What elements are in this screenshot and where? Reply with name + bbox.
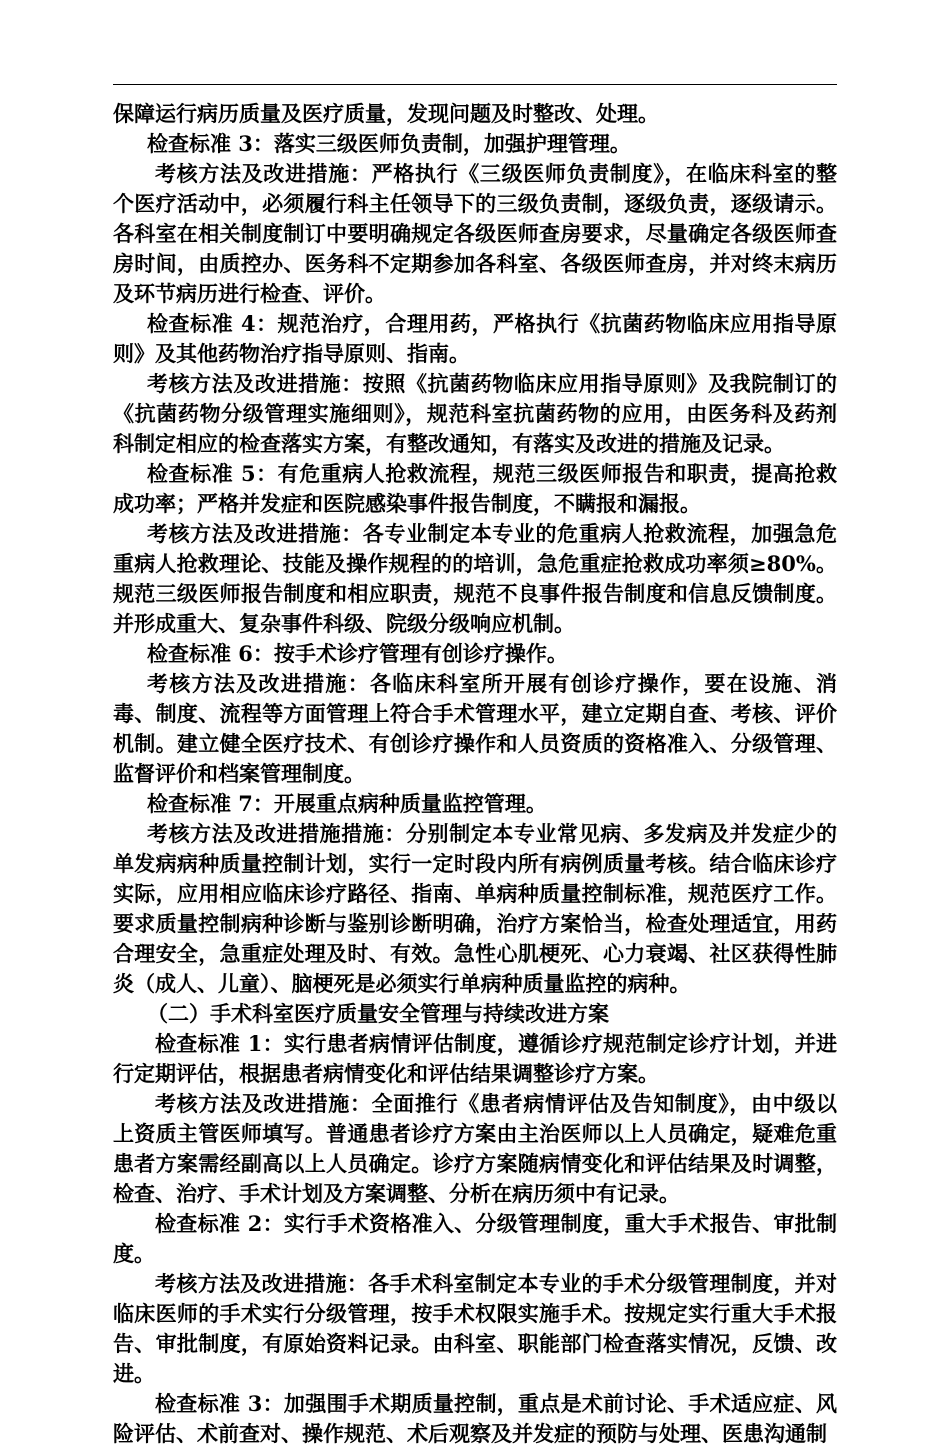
paragraph: 检查标准 4：规范治疗，合理用药，严格执行《抗菌药物临床应用指导原则》及其他药物治疗指导原则、指南。 [113,311,837,366]
paragraph: 考核方法及改进措施：各手术科室制定本专业的手术分级管理制度，并对临床医师的手术实行分级管理，按手术权限实施手术。按规定实行重大手术报告、审批制度，有原始资料记录。由科室、职能部门检查落实情况，反馈、改进。 [113,1271,837,1386]
paragraph: 考核方法及改进措施：各临床科室所开展有创诊疗操作，要在设施、消毒、制度、流程等方面管理上符合手术管理水平，建立定期自查、考核、评价机制。建立健全医疗技术、有创诊疗操作和人员资质的资格准入、分级管理、监督评价和档案管理制度。 [113,671,837,786]
paragraph: 考核方法及改进措施措施：分别制定本专业常见病、多发病及并发症少的单发病病种质量控制计划，实行一定时段内所有病例质量考核。结合临床诊疗实际，应用相应临床诊疗路径、指南、单病种质量控制标准，规范医疗工作。要求质量控制病种诊断与鉴别诊断明确，治疗方案恰当，检查处理适宜，用药合理安全，急重症处理及时、有效。急性心肌梗死、心力衰竭、社区获得性肺炎（成人、儿童）、脑梗死是必须实行单病种质量监控的病种。 [113,821,837,996]
paragraph: 考核方法及改进措施：按照《抗菌药物临床应用指导原则》及我院制订的《抗菌药物分级管理实施细则》，规范科室抗菌药物的应用，由医务科及药剂科制定相应的检查落实方案，有整改通知，有落实及改进的措施及记录。 [113,371,837,456]
paragraph: 检查标准 2：实行手术资格准入、分级管理制度，重大手术报告、审批制度。 [113,1211,837,1266]
paragraph: 考核方法及改进措施：全面推行《患者病情评估及告知制度》，由中级以上资质主管医师填写。普通患者诊疗方案由主治医师以上人员确定，疑难危重患者方案需经副高以上人员确定。诊疗方案随病情变化和评估结果及时调整，检查、治疗、手术计划及方案调整、分析在病历须中有记录。 [113,1091,837,1206]
paragraph: 考核方法及改进措施：各专业制定本专业的危重病人抢救流程，加强急危重病人抢救理论、技能及操作规程的的培训，急危重症抢救成功率须≥80%。规范三级医师报告制度和相应职责，规范不良事件报告制度和信息反馈制度。并形成重大、复杂事件科级、院级分级响应机制。 [113,521,837,636]
paragraph: 检查标准 7：开展重点病种质量监控管理。 [147,791,547,816]
paragraph: 保障运行病历质量及医疗质量，发现问题及时整改、处理。 [113,101,659,126]
paragraph: 检查标准 5：有危重病人抢救流程，规范三级医师报告和职责，提高抢救成功率；严格并发症和医院感染事件报告制度，不瞒报和漏报。 [113,461,837,516]
paragraph: 检查标准 3：加强围手术期质量控制，重点是术前讨论、手术适应症、风险评估、术前查对、操作规范、术后观察及并发症的预防与处理、医患沟通制 [113,1391,837,1446]
header-rule [113,84,837,85]
section-heading: （二）手术科室医疗质量安全管理与持续改进方案 [147,1001,609,1026]
paragraph: 检查标准 1：实行患者病情评估制度，遵循诊疗规范制定诊疗计划，并进行定期评估，根据患者病情变化和评估结果调整诊疗方案。 [113,1031,837,1086]
paragraph: 检查标准 6：按手术诊疗管理有创诊疗操作。 [147,641,568,666]
paragraph: 检查标准 3：落实三级医师负责制，加强护理管理。 [147,131,631,156]
paragraph: 考核方法及改进措施：严格执行《三级医师负责制度》，在临床科室的整个医疗活动中，必须履行科主任领导下的三级负责制，逐级负责，逐级请示。各科室在相关制度制订中要明确规定各级医师查房要求，尽量确定各级医师查房时间，由质控办、医务科不定期参加各科室、各级医师查房，并对终末病历及环节病历进行检查、评价。 [113,161,837,306]
body-text [113,99,837,1449]
